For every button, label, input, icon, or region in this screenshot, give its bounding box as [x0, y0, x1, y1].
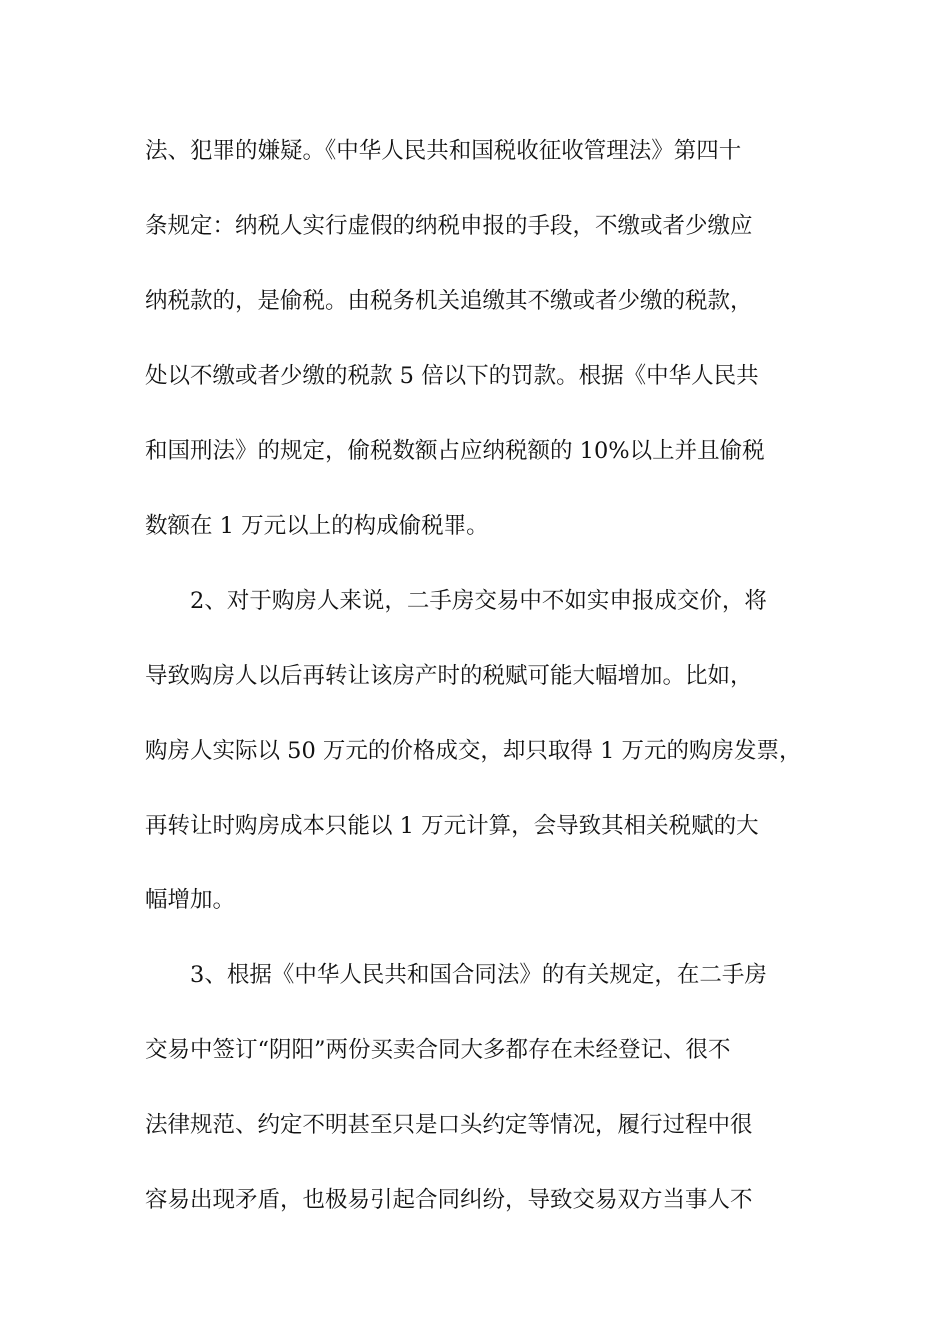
text-line-11: 幅增加。: [145, 887, 236, 913]
text-line-14: 法律规范、约定不明甚至只是口头约定等情况，履行过程中很: [145, 1112, 753, 1138]
text-line-9: 购房人实际以 50 万元的价格成交，却只取得 1 万元的购房发票，: [145, 738, 802, 764]
text-line-4: 处以不缴或者少缴的税款 5 倍以下的罚款。根据《中华人民共: [145, 363, 759, 389]
text-line-6: 数额在 1 万元以上的构成偷税罪。: [145, 513, 489, 539]
text-line-2: 条规定：纳税人实行虚假的纳税申报的手段，不缴或者少缴应: [145, 213, 753, 239]
text-line-8: 导致购房人以后再转让该房产时的税赋可能大幅增加。比如，: [145, 663, 753, 689]
text-line-15: 容易出现矛盾，也极易引起合同纠纷，导致交易双方当事人不: [145, 1187, 753, 1213]
text-line-7: 2、对于购房人来说，二手房交易中不如实申报成交价，将: [190, 588, 767, 614]
text-line-13: 交易中签订“阴阳”两份买卖合同大多都存在未经登记、很不: [145, 1037, 731, 1063]
text-line-5: 和国刑法》的规定，偷税数额占应纳税额的 10%以上并且偷税: [145, 438, 765, 464]
text-line-1: 法、犯罪的嫌疑。《中华人民共和国税收征收管理法》第四十: [145, 138, 742, 164]
text-line-12: 3、根据《中华人民共和国合同法》的有关规定，在二手房: [190, 962, 767, 988]
text-line-10: 再转让时购房成本只能以 1 万元计算，会导致其相关税赋的大: [145, 813, 759, 839]
text-line-3: 纳税款的，是偷税。由税务机关追缴其不缴或者少缴的税款，: [145, 288, 753, 314]
